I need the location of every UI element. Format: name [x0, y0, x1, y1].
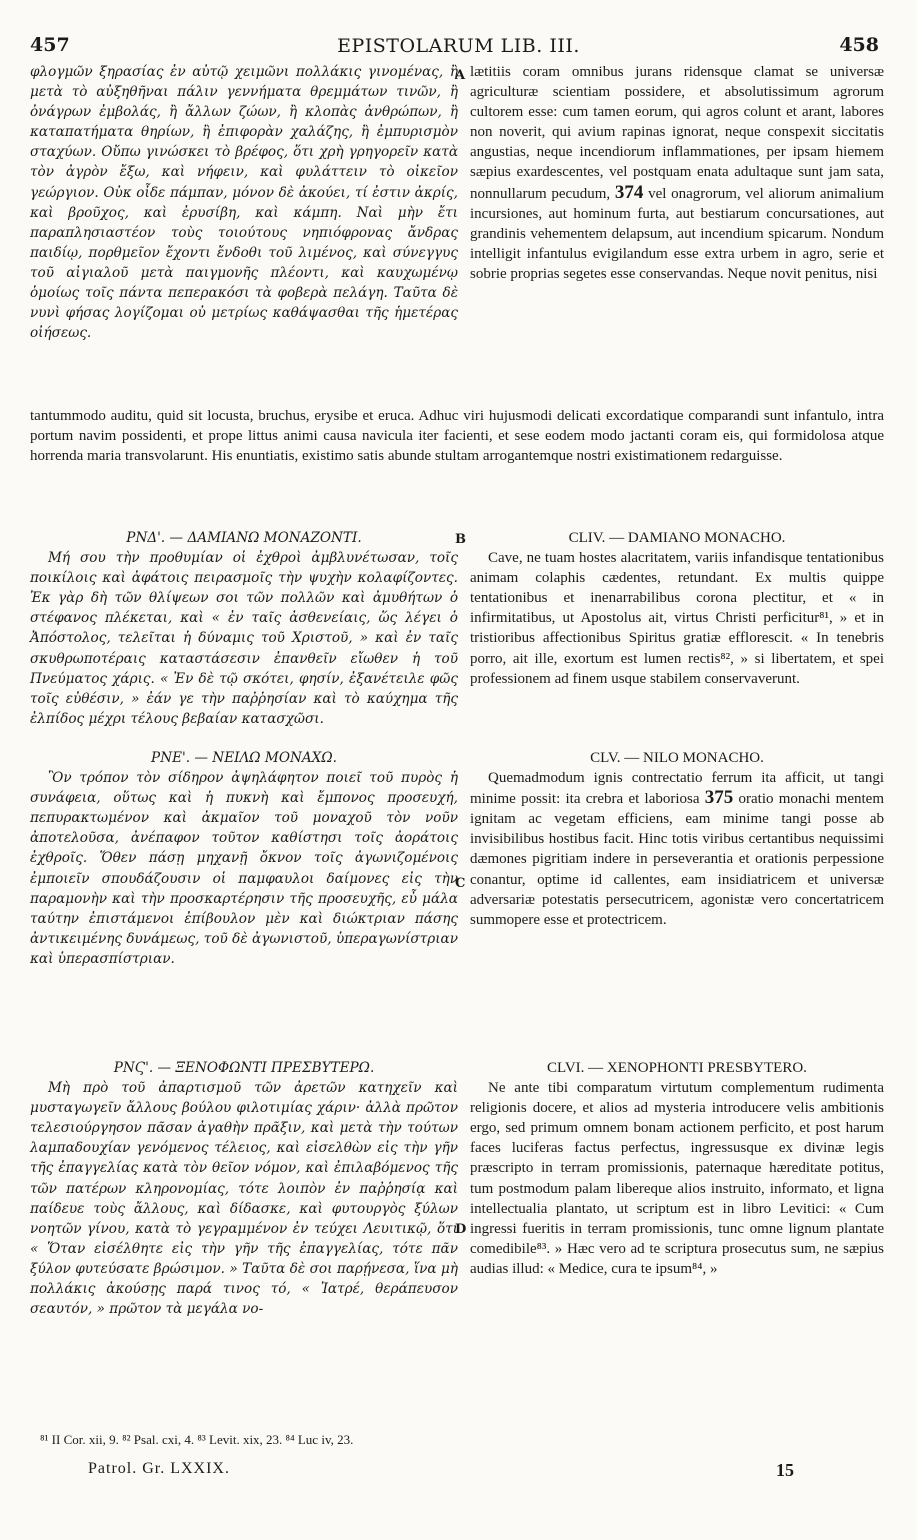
letter-156-latin-body: Ne ante tibi comparatum virtutum complementum rudimenta religionis docere, et alios ad mysteria introducere velis ambitionis ergo, sed primum omnem bonam actionem perficito, et post harum faces luciferas factus perfectus, ingressusque ex divinæ legis præscripto in terram promissionis, paternaque hæreditate potitus, tum postmodum palam libereque alios instruito, informato, et ligna intellectualia plantato, ut scriptum est in libro Levitici: « Cum ingressi fueritis in terram promissionis, tunc omne lignum plantate comedibile⁸³. » Hæc vero ad te scriptura prosecutus sum, ne sæpius audias illud: « Medice, cura te ipsum⁸⁴, » — [470, 1080, 884, 1277]
series-signature: Patrol. Gr. LXXIX. — [88, 1460, 230, 1477]
latin-full-width-text: tantummodo auditu, quid sit locusta, bruchus, erysibe et eruca. Adhuc viri hujusmodi delicati excordatique comparandi sunt infantulo, intra portum navim possidenti, et prope littus animi causa navicula iter facienti, et sese eodem modo jactanti coram eis, qui formidolosa atque horrenda maria transvolarunt. His enuntiatis, existimo satis abunde stultam arrogantemque nostri existimationem redarguisse. — [30, 408, 884, 465]
column-number-374: 374 — [614, 181, 644, 203]
letter-156-greek — [30, 1058, 458, 1319]
letter-154-latin-heading: CLIV. — DAMIANO MONACHO. — [568, 530, 786, 546]
letter-156-latin — [470, 1058, 884, 1279]
greek-continuation — [30, 62, 458, 343]
letter-154-greek-body: Μή σου τὴν προθυμίαν οἱ ἐχθροὶ ἀμβλυνέτωσαν, τοῖς ποικίλοις καὶ ἀφάτοις πειρασμοῖς τὴν ψυχὴν κολαφίζοντες. Ἐκ γὰρ δὴ τῶν θλίψεων σοι τῶν πολλῶν καὶ ἀμυθήτων ὁ στέφανος πλέκεται, καὶ « ἐν ταῖς ἀσθενείαις, ὥς λέγει ὁ Ἀπόστολος, τελεῖται ἡ δύναμις τοῦ Χριστοῦ, » καὶ ἐν ταῖς σκυθρωποτέραις καταστάσεσιν ἐπανθεῖν εἴωθεν ἡ τοῦ Πνεύματος χάρις. « Ἐν δὲ τῷ σκότει, φησίν, ἐξανέτειλε φῶς τοῖς εὐθέσιν, » ἐάν γε τὴν παῤῥησίαν καὶ τὸ καύχημα τῆς ἐλπίδος μέχρι τέλους βεβαίαν κατασχῶσι. — [30, 550, 458, 727]
letter-154-greek-heading: ΡΝΔ'. — ΔΑΜΙΑΝΩ ΜΟΝΑΖΟΝΤΙ. — [126, 530, 362, 546]
letter-154-latin-body: Cave, ne tuam hostes alacritatem, variis infandisque tentationibus animam colaphis cædentes, retundant. Ex multis quippe tentationibus et inenarrabilibus corona plectitur, et « in infirmitatibus, ut Apostolus ait, virtus Christi perficitur⁸¹, » et in tristioribus affectionibus Spiritus gratiæ efflorescit. « In tenebris porro, ait ille, exortum est lumen rectis⁸², » si libertatem, et spei professionem ad finem usque stabilem conservaverunt. — [470, 550, 884, 687]
margin-letter-d: D — [455, 1222, 467, 1237]
letter-154-greek — [30, 528, 458, 729]
letter-155-greek-heading: ΡΝΕ'. — ΝΕΙΛΩ ΜΟΝΑΧΩ. — [151, 750, 337, 766]
margin-letter-c: C — [455, 876, 466, 891]
latin-continuation-text-2: vel onagrorum, vel aliorum animalium incursiones, aut hominum furta, aut bestiarum concursationes, aut grandinis vehementem delapsum, aut incendium spicarum. Nondum intelligit infantulus evigilandum esse extra urbem in agro, serie et sobrie proprias segetes esse conservandas. Neque novit penitus, nisi — [470, 185, 885, 282]
latin-continuation — [470, 62, 884, 284]
margin-letter-b: B — [455, 532, 466, 547]
margin-letter-a: A — [455, 68, 466, 83]
page-header — [0, 32, 917, 60]
latin-continuation-text-1: lætitiis coram omnibus jurans ridensque clamat se universæ agriculturæ scientiam possidere, et absolutissimum agrorum cultorem esse: cum tamen eorum, qui agros colunt et arant, labores non noverit, qui avium rapinas ignorat, neque conspexit siccitatis angustias, neque incendiorum inflammationes, per ipsam hiemem sæpius exardescentes, vel postquam enata adultaque sunt jam sata, nonnullarum pecudum, — [470, 64, 884, 202]
letter-155-greek-body: Ὃν τρόπον τὸν σίδηρον ἀψηλάφητον ποιεῖ τοῦ πυρὸς ἡ συνάφεια, οὕτως καὶ ἡ πυκνὴ καὶ ἔμπονος προσευχή, πεπυρακτωμένον καὶ ἀκμαῖον τοῦ μοναχοῦ τὸν νοῦν ἀποτελοῦσα, ἀνέπαφον τοῦτον καθίστησι τοῖς ἀοράτοις ἐχθροῖς. Ὅθεν πάσῃ μηχανῇ ὄκνον τοῖς ἀγωνιζομένοις ἐμποιεῖν σπουδάζουσιν οἱ παμφαυλοι δαίμονες εἰς τὴν παραμονὴν καὶ τὴν προσκαρτέρησιν τῆς προσευχῆς, εὖ μάλα ταύτην ἐπιστάμενοι ἐπίβουλον μὲν καὶ διώκτριαν πάσης ἀντικειμένης δυνάμεως, τοῦ δὲ ἀγωνιστοῦ, ὑπεραγωνίστριαν καὶ ὑπερασπίστριαν. — [30, 770, 458, 967]
running-title: EPISTOLARUM LIB. III. — [337, 35, 580, 57]
latin-full-width — [30, 406, 884, 466]
footnotes: ⁸¹ II Cor. xii, 9. ⁸² Psal. cxi, 4. ⁸³ Levit. xix, 23. ⁸⁴ Luc iv, 23. — [40, 1432, 354, 1447]
letter-155-greek — [30, 748, 458, 969]
greek-continuation-text: φλογμῶν ξηρασίας ἐν αὐτῷ χειμῶνι πολλάκις γινομένας, ἢ μετὰ τὸ αὐξηθῆναι πάλιν γεννήματα θρεμμάτων τινῶν, ἢ ὀνάγρων ἐμβολάς, ἢ ἄλλων ζώων, ἢ κλοπὰς ἀνθρώπων, ἢ καταπατήματα θηρίων, ἢ ἐπιφορὰν χαλάζης, ἢ ἐμπυρισμὸν σταχύων. Οὔπω γινώσκει τὸ βρέφος, ὅτι χρὴ γρηγορεῖν κατὰ τὸν ἀγρὸν ἔξω, καὶ νήφειν, καὶ φυλάττειν τὸ οἰκεῖον γεώργιον. Οὐκ οἶδε πάμπαν, μόνον δὲ ἀκούει, τί ἐστιν ἀκρίς, καὶ βροῦχος, καὶ ἐρυσίβη, καὶ κάμπη. Ναὶ μὴν ἔτι παραπλησιαστέον τοὺς τοιούτους νηπιόφρονας ἄνδρας παιδίῳ, πορθμεῖον ἔχοντι ἔνδοθι τοῦ λιμένος, καὶ σύνεγγυς τοῦ αἰγιαλοῦ μετὰ παιγμονῆς πλέοντι, καὶ καυχωμένῳ ὁμοίως τοῖς πάντα πεπερακόσι τὰ φοβερὰ πελάγη. Ταῦτα δὲ νυνὶ φήσας λογίζομαι οὐ μετρίως καθάψασθαι τῆς ἡμετέρας οἰήσεως. — [30, 64, 458, 342]
column-number-375: 375 — [704, 787, 734, 809]
page-number-left: 457 — [30, 34, 70, 56]
letter-155-latin-body-2: oratio monachi mentem ignitam ac vegetam efficiens, eam minime tangi posse ab invisibilibus hostibus facit. Hinc totis viribus certantibus nequissimi dæmones pigritiam indere in perseverantia et orationis perpessione conantur, optime id callentes, eam insidiatricem et universæ adversariæ potestatis persecutricem, agonistæ vero concertatricem summopere esse et protectricem. — [470, 791, 884, 928]
letter-156-latin-heading: CLVI. — XENOPHONTI PRESBYTERO. — [547, 1060, 807, 1076]
letter-155-latin — [470, 748, 884, 930]
letter-154-latin — [470, 528, 884, 689]
letter-156-greek-heading: ΡΝϚ'. — ΞΕΝΟΦΩΝΤΙ ΠΡΕΣΒΥΤΕΡΩ. — [113, 1060, 375, 1076]
letter-156-greek-body: Μὴ πρὸ τοῦ ἀπαρτισμοῦ τῶν ἀρετῶν κατηχεῖν καὶ μυσταγωγεῖν ἄλλους βούλου φιλοτιμίας χάριν· ἀλλὰ πρῶτον τελεσιούργησον πᾶσαν ἀγαθὴν πρᾶξιν, καὶ μετὰ τὴν τούτων λαμπαδουχίαν γενόμενος τέλειος, καὶ εἰσελθὼν εἰς τὴν γῆν τῆς ἐπαγγελίας κατὰ τὸν θεῖον νόμον, καὶ ἐπιλαβόμενος τῆς τῶν πατέρων κληρονομίας, τότε λοιπὸν ἐν παῤῥησίᾳ καὶ παίδευε τοὺς ἄλλους, καὶ δίδασκε, καὶ φυτουργὸς ξύλων νοητῶν γίνου, κατὰ τὸ γεγραμμένον ἐν τεύχει Λευιτικῷ, ὅτι « Ὅταν εἰσέλθητε εἰς τὴν γῆν τῆς ἐπαγγελίας, τότε πᾶν ξύλον φυτεύσατε βρώσιμον. » Ταῦτα δὲ σοι παρῄνεσα, ἵνα μὴ πολλάκις ἀκούσῃς παρά τινος τό, « Ἰατρέ, θεράπευσον σεαυτόν, » πρῶτον τὰ μεγάλα νο- — [30, 1080, 458, 1318]
letter-155-latin-heading: CLV. — NILO MONACHO. — [590, 750, 764, 766]
page-number-right: 458 — [839, 34, 879, 56]
signature-number: 15 — [776, 1460, 794, 1480]
letter-155-latin-body-1: Quemadmodum ignis contrectatio ferrum ita afficit, ut tangi minime possit: ita crebra et laboriosa — [470, 770, 884, 808]
